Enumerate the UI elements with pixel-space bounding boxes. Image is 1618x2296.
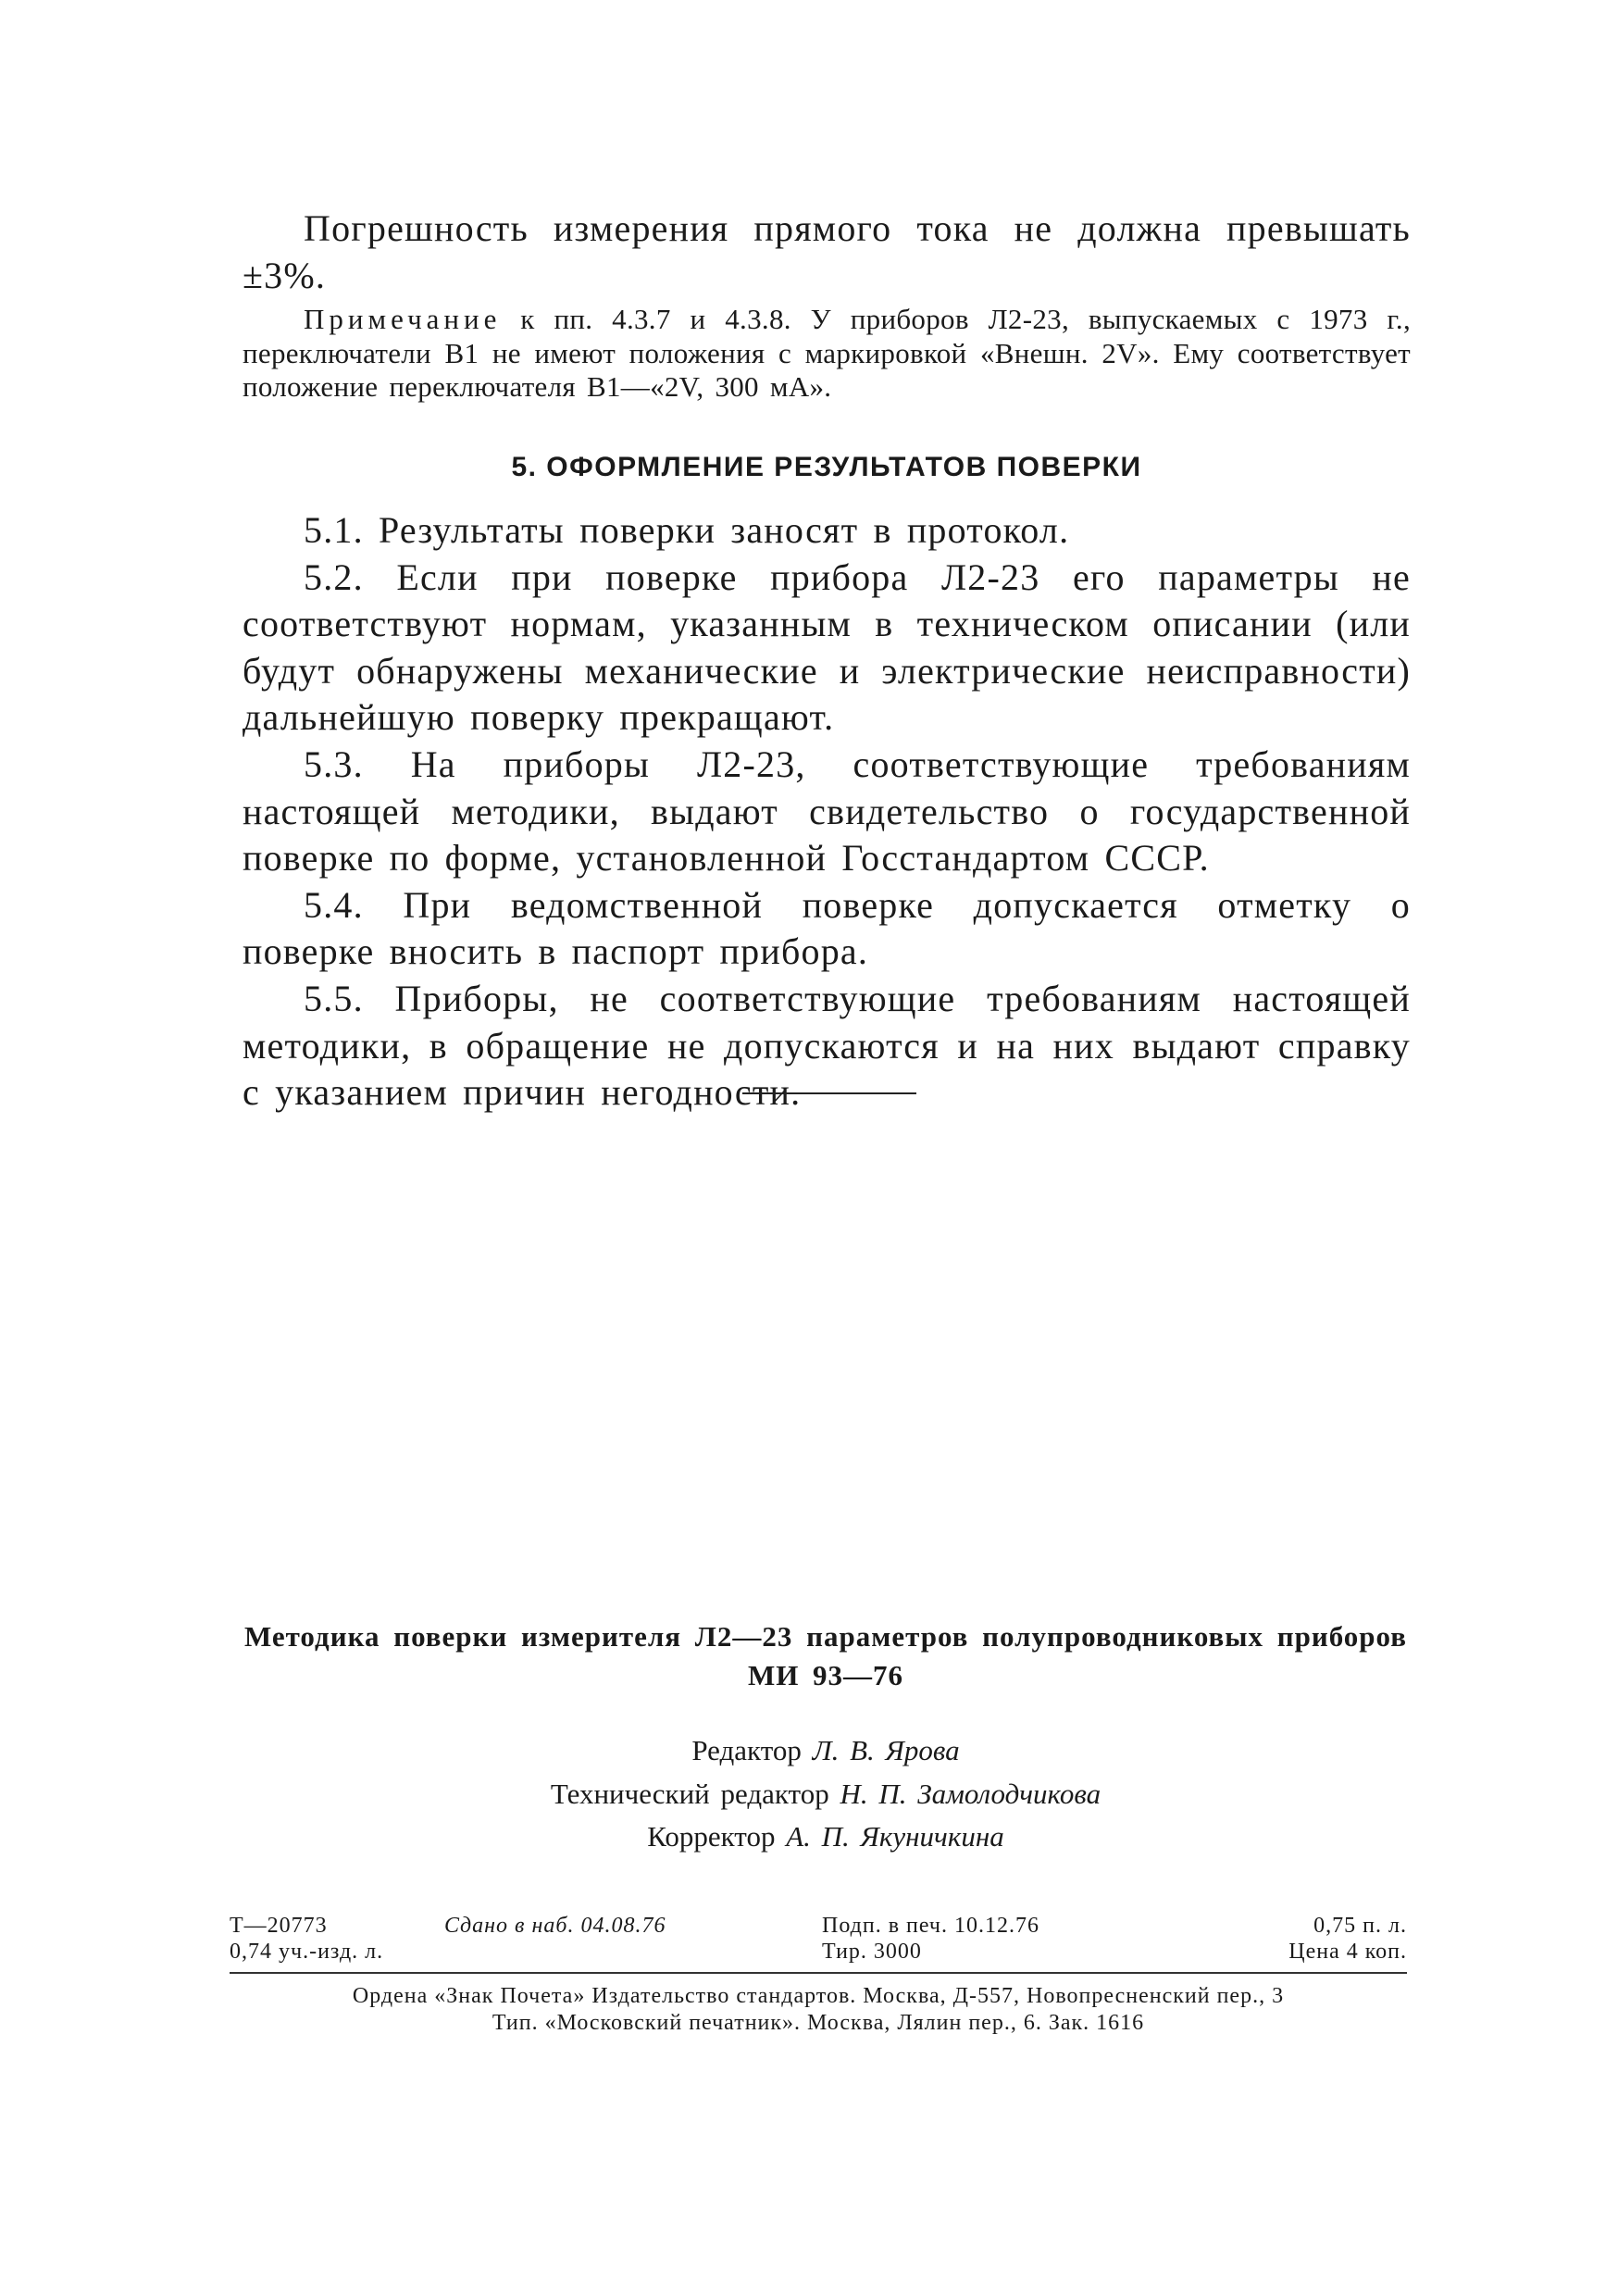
imprint-title: Методика поверки измерителя Л2—23 параметров полупроводниковых приборов xyxy=(243,1620,1408,1653)
section-item: 5.3. На приборы Л2-23, соответствующие требованиям настоящей методики, выдают свидетельство о государственной поверке по форме, установленной Госстандартом СССР. xyxy=(243,742,1411,880)
section-heading: 5. ОФОРМЛЕНИЕ РЕЗУЛЬТАТОВ ПОВЕРКИ xyxy=(511,452,1142,482)
credit-editor: Редактор Л. В. Ярова xyxy=(691,1734,960,1766)
section-item: 5.2. Если при поверке прибора Л2-23 его параметры не соответствуют нормам, указанным в техническом описании (или будут обнаружены механические и электрические неисправности) дальнейшую поверку прекращают. xyxy=(243,555,1411,739)
credit-corrector: Корректор А. П. Якуничкина xyxy=(647,1820,1004,1853)
intro-paragraph: Погрешность измерения прямого тока не должна превышать ±3%. xyxy=(243,207,1411,296)
print-run: Тир. 3000 xyxy=(822,1940,922,1964)
imprint-code: МИ 93—76 xyxy=(747,1659,904,1691)
intro-section xyxy=(243,206,1411,299)
credits-block xyxy=(400,1729,1251,1859)
print-signed: Подп. в печ. 10.12.76 xyxy=(822,1914,1039,1938)
print-submitted: Сдано в наб. 04.08.76 xyxy=(444,1914,666,1938)
note-label: Примечание xyxy=(304,303,502,335)
print-acc-sheets: 0,74 уч.-изд. л. xyxy=(230,1940,384,1964)
note-text: к пп. 4.3.7 и 4.3.8. У приборов Л2-23, выпускаемых с 1973 г., переключатели В1 не имеют положения с маркировкой «Внешн. 2V». Ему соответствует положение переключателя В1—«2V, 300 мА». xyxy=(243,303,1411,404)
publisher-line: Ордена «Знак Почета» Издательство стандартов. Москва, Д-557, Новопресненский пер., 3 xyxy=(352,1984,1285,2008)
printer-line: Тип. «Московский печатник». Москва, Лялин пер., 6. Зак. 1616 xyxy=(492,2011,1145,2035)
separator-rule xyxy=(742,1092,916,1094)
print-code: Т—20773 xyxy=(230,1914,328,1938)
print-sheets: 0,75 п. л. xyxy=(1313,1914,1407,1938)
section-item: 5.5. Приборы, не соответствующие требованиям настоящей методики, в обращение не допускаются и на них выдают справку с указанием причин негодности. xyxy=(243,977,1411,1114)
section-item: 5.1. Результаты поверки заносят в протокол. xyxy=(304,509,1070,551)
credit-tech-editor: Технический редактор Н. П. Замолодчикова xyxy=(550,1777,1101,1810)
section-body xyxy=(243,507,1411,1117)
section-item: 5.4. При ведомственной поверке допускается отметку о поверке вносить в паспорт прибора. xyxy=(243,883,1411,973)
note-block xyxy=(243,303,1411,405)
print-price: Цена 4 коп. xyxy=(1288,1940,1407,1964)
imprint-rule xyxy=(230,1972,1407,1974)
note-paragraph xyxy=(243,303,1411,405)
